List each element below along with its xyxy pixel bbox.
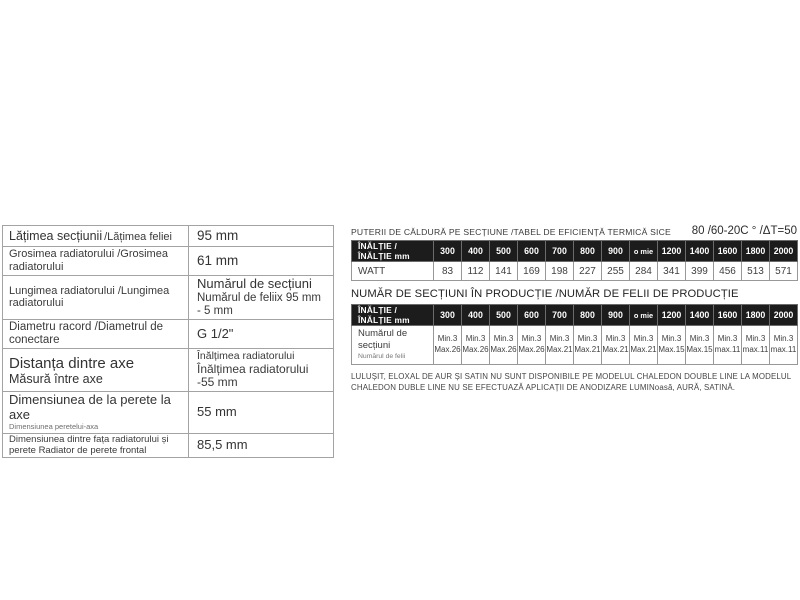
min-max-cell: Min.3 Max.26 — [462, 326, 490, 365]
right-panel — [351, 218, 797, 394]
power-watt-row — [352, 262, 798, 281]
min-max-cell: Min.3 Max.15 — [658, 326, 686, 365]
min-max-cell: Min.3 Max.21 — [630, 326, 658, 365]
spec-label-cell — [3, 392, 189, 434]
height-header-cell: 2000 — [770, 241, 798, 262]
spec-row — [3, 433, 334, 458]
height-header-cell: 500 — [490, 241, 518, 262]
height-header-cell: o mie — [630, 305, 658, 326]
production-data-row — [352, 326, 798, 365]
power-titlebar — [351, 218, 797, 240]
min-max-cell: Min.3 Max.21 — [574, 326, 602, 365]
spec-value-line1: Numărul de secțiuni — [197, 275, 312, 291]
height-header-cell: 900 — [602, 241, 630, 262]
spec-label-line1: Dimensiunea de la perete la axe — [9, 392, 171, 423]
spec-value-line2: Înălțimea radiatorului -55 mm — [197, 361, 309, 390]
watt-value-cell: 399 — [686, 262, 714, 281]
spec-label-line2: Măsură între axe — [9, 371, 103, 386]
min-max-cell: Min.3 Max.21 — [546, 326, 574, 365]
power-condition: 80 /60-20C ° /ΔT=50 — [691, 225, 797, 237]
spec-label-cell — [3, 349, 189, 392]
min-max-cell: Min.3 Max.21 — [602, 326, 630, 365]
power-section-title: PUTERII DE CĂLDURĂ PE SECȚIUNE /TABEL DE EFICIENȚĂ TERMICĂ SICE — [351, 227, 671, 237]
power-header-row — [352, 241, 798, 262]
spec-value-line2: Numărul de feliix 95 mm - 5 mm — [197, 291, 321, 317]
watt-value-cell: 571 — [770, 262, 798, 281]
height-header-cell: 500 — [490, 305, 518, 326]
watt-value-cell: 112 — [462, 262, 490, 281]
height-header-cell: 1600 — [714, 241, 742, 262]
spec-value-cell — [189, 275, 334, 319]
spec-value-cell: 85,5 mm — [189, 433, 334, 458]
height-header-cell: 1800 — [742, 305, 770, 326]
watt-value-cell: 198 — [546, 262, 574, 281]
height-header-cell: 1800 — [742, 241, 770, 262]
min-max-cell: Min.3 max.11 — [714, 326, 742, 365]
watt-value-cell: 141 — [490, 262, 518, 281]
spec-row — [3, 247, 334, 275]
production-label-cell — [352, 326, 434, 365]
power-header-label-cell: ÎNĂLȚIE / ÎNĂLȚIE mm — [352, 241, 434, 262]
watt-value-cell: 341 — [658, 262, 686, 281]
footnote-line-2: CHALEDON DUBLE LINE NU SE EFECTUAZĂ APLICAȚII DE ANODIZARE LUMINoasă, AURĂ, SATINĂ. — [351, 383, 736, 393]
spec-row — [3, 275, 334, 319]
spec-row — [3, 392, 334, 434]
height-header-cell: 300 — [434, 305, 462, 326]
production-section-title: NUMĂR DE SECȚIUNI ÎN PRODUCȚIE /NUMĂR DE FELII DE PRODUCȚIE — [351, 288, 739, 300]
spec-row — [3, 320, 334, 349]
spec-label-main: Lățimea secțiunii — [9, 229, 103, 243]
height-header-cell: 1400 — [686, 305, 714, 326]
watt-value-cell: 456 — [714, 262, 742, 281]
spec-label-cell — [3, 226, 189, 247]
spec-value-cell: 95 mm — [189, 226, 334, 247]
spec-label-sub: /Lățimea feliei — [104, 231, 172, 243]
height-header-cell: o mie — [630, 241, 658, 262]
spec-value-cell: G 1/2" — [189, 320, 334, 349]
min-max-cell: Min.3 max.11 — [742, 326, 770, 365]
footnote-line-1: LULUȘIT, ELOXAL DE AUR ȘI SATIN NU SUNT DISPONIBILE PE MODELUL CHALEDON DOUBLE LINE LA MODELUL — [351, 371, 792, 381]
height-header-cell: 400 — [462, 241, 490, 262]
watt-value-cell: 255 — [602, 262, 630, 281]
height-header-cell: 600 — [518, 241, 546, 262]
spec-label-cell: Lungimea radiatorului /Lungimea radiatorului — [3, 275, 189, 319]
watt-value-cell: 284 — [630, 262, 658, 281]
power-table — [351, 240, 798, 281]
spec-row — [3, 349, 334, 392]
spec-label-cell: Diametru racord /Diametrul de conectare — [3, 320, 189, 349]
spec-value-line1: Înălțimea radiatorului — [197, 350, 295, 363]
height-header-cell: 300 — [434, 241, 462, 262]
spec-table — [2, 225, 334, 458]
spec-label-line1: Distanța dintre axe — [9, 354, 135, 372]
height-header-cell: 400 — [462, 305, 490, 326]
min-max-cell: Min.3 Max.26 — [434, 326, 462, 365]
production-label-line1: Numărul de secțiuni — [358, 328, 408, 352]
min-max-cell: Min.3 Max.26 — [490, 326, 518, 365]
height-header-cell: 1400 — [686, 241, 714, 262]
min-max-cell: Min.3 max.11 — [770, 326, 798, 365]
production-table — [351, 304, 798, 365]
height-header-cell: 700 — [546, 305, 574, 326]
spec-row — [3, 226, 334, 247]
watt-value-cell: 169 — [518, 262, 546, 281]
spec-value-cell: 55 mm — [189, 392, 334, 434]
height-header-cell: 1600 — [714, 305, 742, 326]
spec-value-cell: 61 mm — [189, 247, 334, 275]
height-header-cell: 600 — [518, 305, 546, 326]
production-header-label-cell: ÎNĂLȚIE / ÎNĂLȚIE mm — [352, 305, 434, 326]
height-header-cell: 800 — [574, 305, 602, 326]
spec-value-cell — [189, 349, 334, 392]
height-header-cell: 1200 — [658, 241, 686, 262]
min-max-cell: Min.3 Max.15 — [686, 326, 714, 365]
spec-label-cell: Dimensiunea dintre fața radiatorului și perete Radiator de perete frontal — [3, 433, 189, 458]
production-label-line2: Numărul de felii — [358, 352, 406, 360]
height-header-cell: 700 — [546, 241, 574, 262]
spec-label-cell: Grosimea radiatorului /Grosimea radiatorului — [3, 247, 189, 275]
height-header-cell: 900 — [602, 305, 630, 326]
height-header-cell: 800 — [574, 241, 602, 262]
watt-value-cell: 227 — [574, 262, 602, 281]
watt-value-cell: 83 — [434, 262, 462, 281]
height-header-cell: 2000 — [770, 305, 798, 326]
power-watt-label-cell: WATT — [352, 262, 434, 281]
watt-value-cell: 513 — [742, 262, 770, 281]
spec-label-line2: Dimensiunea peretelui-axa — [9, 422, 99, 432]
height-header-cell: 1200 — [658, 305, 686, 326]
min-max-cell: Min.3 Max.26 — [518, 326, 546, 365]
footnote — [351, 371, 797, 395]
production-header-row — [352, 305, 798, 326]
